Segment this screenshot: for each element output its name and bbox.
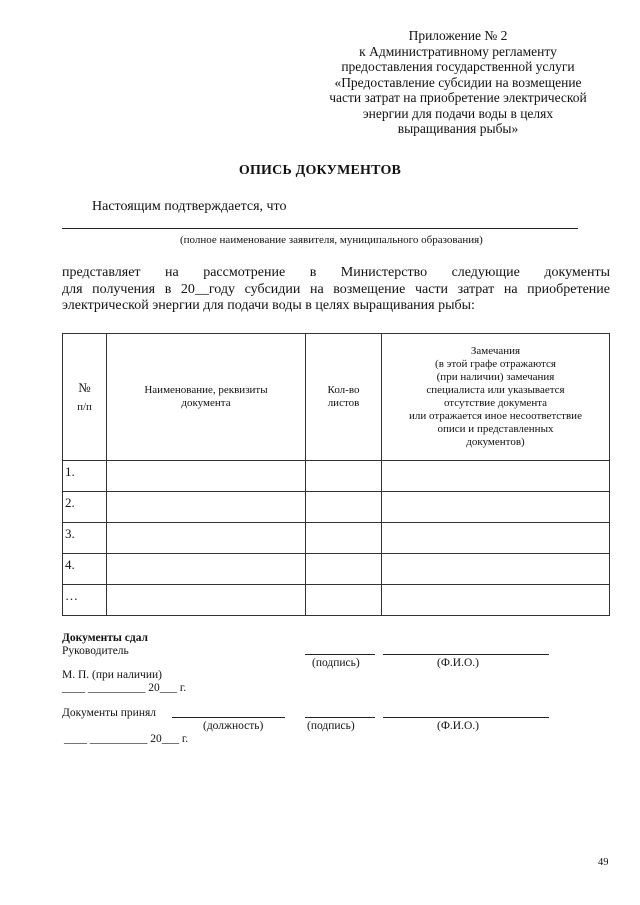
table-row — [63, 523, 610, 554]
table-row — [63, 492, 610, 523]
header-remarks-line: или отражается иное несоответствие — [409, 410, 582, 422]
annex-line: к Административному регламенту — [359, 43, 557, 59]
row-name-cell[interactable] — [107, 492, 306, 523]
header-num-line: № — [78, 379, 91, 395]
table-row — [63, 554, 610, 585]
header-count-line: листов — [327, 397, 360, 409]
annex-line: части затрат на приобретение электрической — [329, 90, 587, 105]
header-remarks-line: (при наличии) замечания — [436, 371, 555, 383]
row-remarks-cell[interactable] — [382, 554, 610, 585]
received-signature-line[interactable] — [305, 717, 375, 718]
row-name-cell[interactable] — [107, 523, 306, 554]
head-signature-line[interactable] — [305, 654, 375, 655]
confirm-text: Настоящим подтверждается, что — [92, 199, 287, 214]
fio-hint: (Ф.И.О.) — [437, 720, 479, 732]
page-number: 49 — [598, 857, 609, 868]
header-remarks-line: (в этой графе отражаются — [435, 358, 556, 370]
document-title: ОПИСЬ ДОКУМЕНТОВ — [238, 163, 402, 178]
header-name-line: документа — [181, 397, 231, 409]
header-remarks-line: описи и представленных — [437, 423, 554, 435]
head-fio-line[interactable] — [383, 654, 549, 655]
documents-table — [62, 333, 610, 616]
header-remarks-line: отсутствие документа — [443, 397, 548, 409]
header-num — [63, 334, 107, 461]
fio-hint: (Ф.И.О.) — [437, 657, 479, 669]
position-hint: (должность) — [203, 720, 264, 732]
row-count-cell[interactable] — [306, 492, 382, 523]
annex-line: выращивания рыбы» — [397, 121, 519, 136]
annex-line: предоставления государственной услуги — [341, 59, 575, 74]
row-count-cell[interactable] — [306, 461, 382, 492]
signature-hint: (подпись) — [307, 720, 355, 732]
received-fio-line[interactable] — [383, 717, 549, 718]
received-label: Документы принял — [62, 707, 157, 719]
row-count-cell[interactable] — [306, 585, 382, 616]
annex-line: «Предоставление субсидии на возмещение — [334, 74, 582, 90]
row-count-cell[interactable] — [306, 554, 382, 585]
body-line: представляет на рассмотрение в Министерство следующие документы — [62, 265, 610, 280]
date-line[interactable]: ____ __________ 20___ г. — [62, 682, 187, 694]
applicant-name-line — [62, 228, 578, 229]
row-number: 3. — [63, 523, 107, 554]
annex-line: Приложение № 2 — [408, 28, 508, 43]
head-label: Руководитель — [62, 645, 129, 657]
row-number: … — [63, 585, 107, 616]
row-number: 4. — [63, 554, 107, 585]
header-remarks-line: специалиста или указывается — [426, 384, 565, 396]
received-position-line[interactable] — [172, 717, 285, 718]
header-remarks-line: Замечания — [470, 345, 521, 357]
annex-header — [300, 28, 616, 137]
row-name-cell[interactable] — [107, 585, 306, 616]
row-count-cell[interactable] — [306, 523, 382, 554]
row-name-cell[interactable] — [107, 554, 306, 585]
header-count — [306, 334, 382, 461]
row-remarks-cell[interactable] — [382, 461, 610, 492]
applicant-hint: (полное наименование заявителя, муниципального образования) — [180, 234, 483, 246]
delivered-label: Документы сдал — [62, 632, 149, 644]
table-row — [63, 585, 610, 616]
stamp-label: М. П. (при наличии) — [62, 669, 162, 681]
row-remarks-cell[interactable] — [382, 492, 610, 523]
date-line[interactable]: ____ __________ 20___ г. — [64, 733, 189, 745]
body-line: электрической энергии для подачи воды в целях выращивания рыбы: — [62, 298, 475, 313]
row-number: 2. — [63, 492, 107, 523]
header-remarks-line: документов) — [466, 436, 525, 448]
annex-line: энергии для подачи воды в целях — [362, 105, 554, 121]
signature-hint: (подпись) — [312, 657, 360, 669]
table-row — [63, 461, 610, 492]
header-name-line: Наименование, реквизиты — [144, 384, 268, 396]
body-line: для получения в 20__году субсидии на возмещение части затрат на приобретение — [62, 281, 610, 297]
header-name — [107, 334, 306, 461]
header-num-line: п/п — [77, 400, 92, 413]
header-count-line: Кол-во — [327, 384, 360, 396]
table-header-row — [63, 334, 610, 461]
row-remarks-cell[interactable] — [382, 585, 610, 616]
row-remarks-cell[interactable] — [382, 523, 610, 554]
row-name-cell[interactable] — [107, 461, 306, 492]
header-remarks — [382, 334, 610, 461]
body-paragraph — [62, 265, 610, 315]
row-number: 1. — [63, 461, 107, 492]
